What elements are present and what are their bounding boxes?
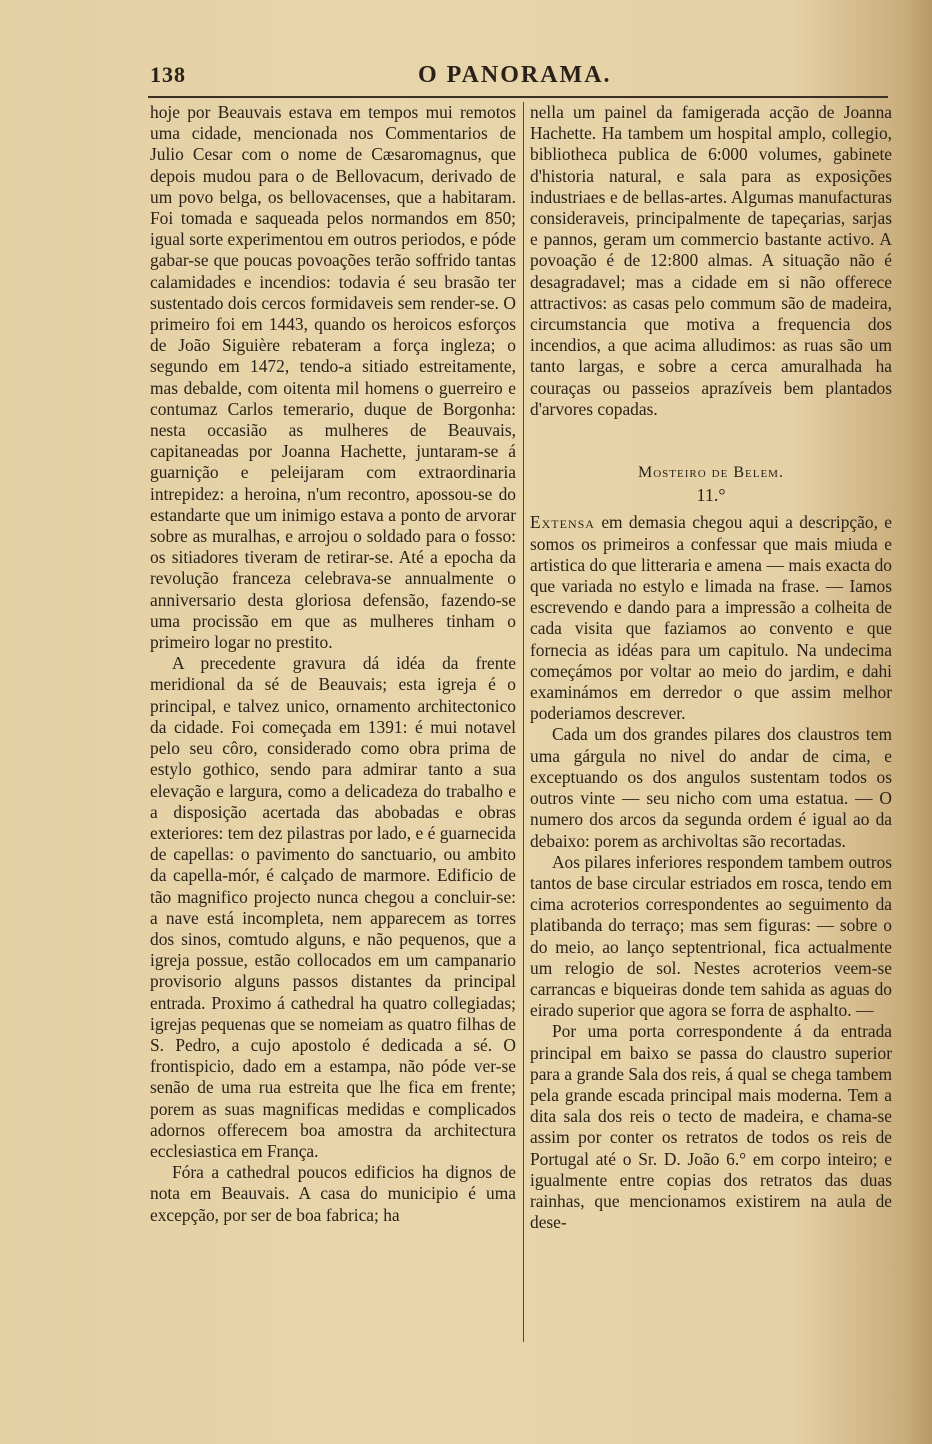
paragraph: Cada um dos grandes pilares dos claustros tem uma gárgula no nivel do andar de cima, e exceptuando os dos angulos sustentam todos os outros vinte — seu nicho com uma estatua. — O numero dos arcos da segunda ordem é igual ao da debaixo: porem as archivoltas são recortadas. xyxy=(530,724,892,851)
section-number: 11.° xyxy=(696,485,726,506)
paragraph xyxy=(530,512,892,724)
section-heading: Mosteiro de Belem. xyxy=(638,464,784,482)
column-divider xyxy=(523,102,524,1342)
paragraph: Aos pilares inferiores respondem tambem outros tantos de base circular estriados em rosca, tendo em cima acroterios correspondentes ao seguimento da platibanda do terraço; mas sem figuras: — sobre o do meio, ao lanço septentrional, fica actualmente um relogio de sol. Nestes acroterios veem-se carrancas e biqueiras donde tem sahida as aguas do eirado superior que agora se forra de asphalto. — xyxy=(530,851,892,1021)
left-column xyxy=(150,102,516,1226)
paragraph: A precedente gravura dá idéa da frente meridional da sé de Beauvais; esta igreja é o principal, e talvez unico, ornamento architectonico da cidade. Foi começada em 1391: é mui notavel pelo seu côro, considerado como obra prima de estylo gothico, sendo para admirar tanto a sua elevação e largura, como a delicadeza do trabalho e a disposição acertada das abobadas e obras exteriores: tem dez pilastras por lado, e é guarnecida de capellas: o pavimento do sanctuario, ou ambito da capella-mór, é calçado de marmore. Edificio de tão magnifico projecto nunca chegou a concluir-se: a nave está incompleta, nem apparecem as torres dos sinos, comtudo alguns, e não pequenos, que a igreja possue, estão collocados em um campanario provisorio alguns passos distantes da principal entrada. Proximo á cathedral ha quatro collegiadas; igrejas pequenas que se nomeiam as quatro filhas de S. Pedro, a cujo apostolo é dedicada a sé. O frontispicio, dado em a estampa, não póde ver-se senão de uma rua estreita que lhe fica em frente; porem as suas magnificas medidas e complicados adornos offerecem boa amostra da architectura ecclesiastica em França. xyxy=(150,653,516,1161)
paragraph: hoje por Beauvais estava em tempos mui remotos uma cidade, mencionada nos Commentarios de Julio Cesar com o nome de Cæsaromagnus, que depois mudou para o de Bellovacum, derivado de um povo belga, os bellovacenses, que a habitaram. Foi tomada e saqueada pelos normandos em 850; igual sorte experimentou em outros periodos, e póde gabar-se que poucas povoações terão soffrido tantas calamidades e incendios: todavia é seu brasão ter sustentado dois cercos formidaveis sem render-se. O primeiro foi em 1443, quando os heroicos esforços de João Siguière rebateram a força ingleza; o segundo em 1472, tendo-a sitiado estreitamente, mas debalde, com oitenta mil homens o guerreiro e contumaz Carlos temerario, duque de Borgonha: nesta occasião as mulheres de Beauvais, capitaneadas por Joanna Hachette, juntaram-se á guarnição e peleijaram com extraordinaria intrepidez: a heroina, n'um recontro, apossou-se do estandarte que um inimigo estava a ponto de arvorar sobre as muralhas, e arrojou o soldado para o fosso: os sitiadores tiveram de retirar-se. Até a epocha da revolução franceza celebrava-se annualmente o anniversario desta gloriosa defensão, fazendo-se uma procissão em que as mulheres tinham o primeiro logar no prestito. xyxy=(150,102,516,653)
right-column xyxy=(530,102,892,1233)
page-header xyxy=(148,58,878,92)
paragraph: Por uma porta correspondente á da entrada principal em baixo se passa do claustro superior para a grande Sala dos reis, á qual se chega tambem pela grande escada principal mais moderna. Tem a dita sala dos reis o tecto de madeira, e chama-se assim por conter os retratos de todos os reis de Portugal até o Sr. D. João 6.° em corpo inteiro; e igualmente entre copias dos retratos das duas rainhas, que mencionamos existirem na aula de dese- xyxy=(530,1021,892,1233)
paragraph: nella um painel da famigerada acção de Joanna Hachette. Ha tambem um hospital amplo, collegio, bibliotheca publica de 6:000 volumes, gabinete d'historia natural, e sala para as exposições industriaes e de bellas-artes. Algumas manufacturas consideraveis, principalmente de tapeçarias, sarjas e pannos, geram um commercio bastante activo. A povoação é de 12:800 almas. A situação não é desagradavel; mas a cidade em si não offerece attractivos: as casas pelo commum são de madeira, circumstancia que motiva a frequencia dos incendios, a que acima alludimos: as ruas são um tanto largas, e sobre a cerca amuralhada ha couraças ou passeios aprazíveis bem plantados d'arvores copadas. xyxy=(530,102,892,419)
header-rule xyxy=(148,96,888,98)
journal-title: O PANORAMA. xyxy=(418,62,612,88)
page-number: 138 xyxy=(150,62,186,87)
paragraph: Fóra a cathedral poucos edificios ha dignos de nota em Beauvais. A casa do municipio é uma excepção, por ser de boa fabrica; ha xyxy=(150,1162,516,1225)
lead-word: Extensa xyxy=(530,512,595,533)
paragraph-text: em demasia chegou aqui a descripção, e somos os primeiros a confessar que mais miuda e artistica do que litteraria e amena — mais exacta do que variada no estylo e limada na frase. — Iamos escrevendo e dando para a impressão a colheita de cada visita que faziamos ao convento e que fornecia as idéas para um capitulo. Na undecima começámos por voltar ao meio do jardim, e dahi examinámos em derredor o que assim melhor poderiamos descrever. xyxy=(530,512,892,724)
